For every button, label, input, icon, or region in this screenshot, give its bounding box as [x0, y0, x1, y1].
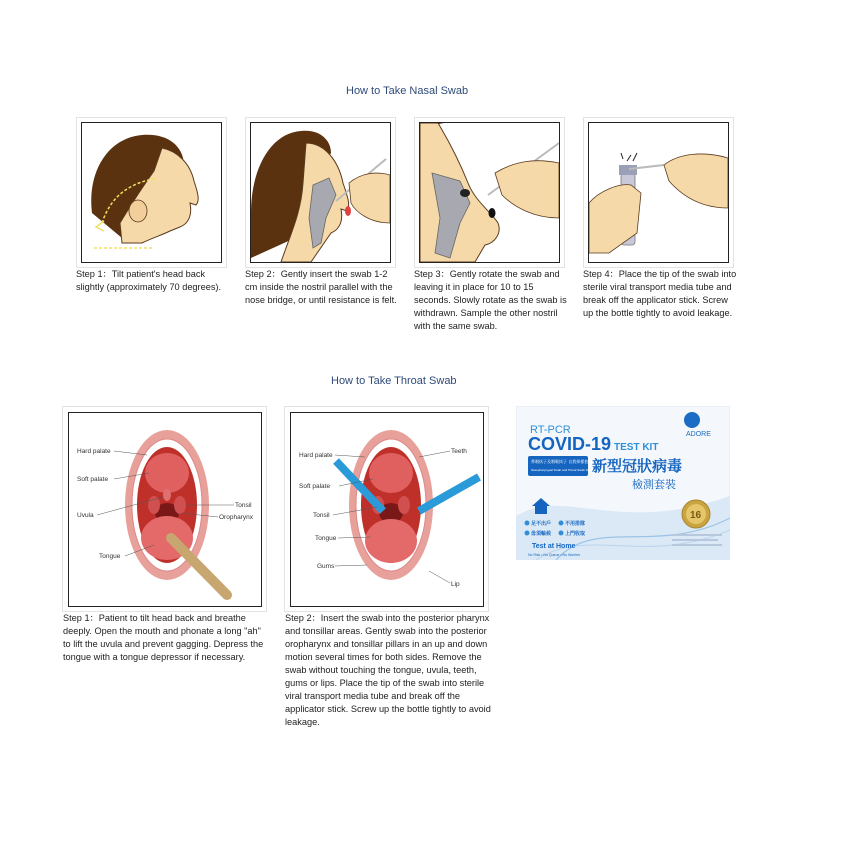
throat-step1-image — [62, 406, 267, 612]
nasal-step4-caption: Step 4：Place the tip of the swab into sterile viral transport media tube and break off the applicator stick. Screw up the bottle tightly to avoid leakage. — [583, 269, 737, 318]
label-tongue-2: Tongue — [315, 535, 337, 542]
label-teeth: Teeth — [451, 448, 467, 455]
rtpcr-text: RT-PCR — [530, 424, 571, 436]
feature-2: 不用排隊 — [565, 521, 586, 527]
label-soft-palate-2: Soft palate — [299, 483, 331, 490]
nasal-step2-image — [245, 117, 396, 268]
cn-title-text: 新型冠狀病毒 — [592, 457, 683, 475]
brand-logo-text: ADORE — [686, 431, 711, 438]
label-tonsil-2: Tonsil — [313, 512, 330, 519]
label-soft-palate: Soft palate — [77, 476, 109, 483]
slogan-text: No Risk • No Queue • No Worries — [528, 553, 580, 557]
nasal-step4-image — [583, 117, 734, 268]
feature-3: 毋須輪候 — [531, 531, 552, 537]
label-hard-palate: Hard palate — [77, 448, 111, 455]
label-tonsil: Tonsil — [235, 502, 252, 509]
covid-test-kit-image — [516, 406, 730, 560]
label-tongue: Tongue — [99, 553, 121, 560]
covid-text: COVID-19 — [528, 434, 612, 454]
feature-1: 足不出戶 — [531, 521, 552, 527]
nasal-step3-caption: Step 3：Gently rotate the swab and leaving it in place for 10 to 15 seconds. Slowly rotate as the swab is withdrawn. Sample the other nostril with the same swab. — [414, 269, 567, 331]
label-lip: Lip — [451, 581, 460, 588]
label-uvula: Uvula — [77, 512, 94, 519]
seal-number: 16 — [690, 510, 702, 521]
feature-4: 上門收取 — [565, 531, 586, 537]
nasal-section-title: How to Take Nasal Swab — [346, 85, 469, 97]
test-kit-text: TEST KIT — [614, 442, 659, 453]
cn-subtitle-text: 檢測套裝 — [632, 478, 676, 491]
label-gums: Gums — [317, 563, 335, 570]
nasal-step1-image — [76, 117, 227, 268]
nasal-step2-caption: Step 2：Gently insert the swab 1-2 cm inside the nostril parallel with the nose bridge, or until resistance is felt. — [245, 269, 397, 305]
throat-step2-image — [284, 406, 489, 612]
throat-step1-caption: Step 1：Patient to tilt head back and breathe deeply. Open the mouth and phonate a long "ah" to lift the uvula and prevent gagging. Depress the tongue with a tongue depressor if necessary. — [63, 613, 264, 662]
label-hard-palate-2: Hard palate — [299, 452, 333, 459]
badge-en-text: Nasopharyngeal Swab and Throat Swab Self-sampling Kit — [531, 468, 609, 472]
badge-cn-text: 鼻咽拭子及咽喉拭子 自我採樣套裝 — [531, 459, 593, 464]
label-oropharynx: Oropharynx — [219, 514, 253, 521]
throat-step2-caption: Step 2：Insert the swab into the posterior pharynx and tonsillar areas. Gently swab into the posterior oropharynx and tonsillar pillars in an up and down motion several times for both sides. Remove the swab without touching the tongue, uvula, teeth, gums or lips. Place the tip of the swab into sterile viral transport media tube and break off the applicator stick. Screw up the bottle tightly to avoid leakage. — [285, 613, 491, 727]
nasal-step3-image — [414, 117, 565, 268]
throat-section-title: How to Take Throat Swab — [331, 375, 457, 387]
test-at-home-text: Test at Home — [532, 543, 576, 550]
nasal-step1-caption: Step 1：Tilt patient's head back slightly (approximately 70 degrees). — [76, 269, 222, 292]
